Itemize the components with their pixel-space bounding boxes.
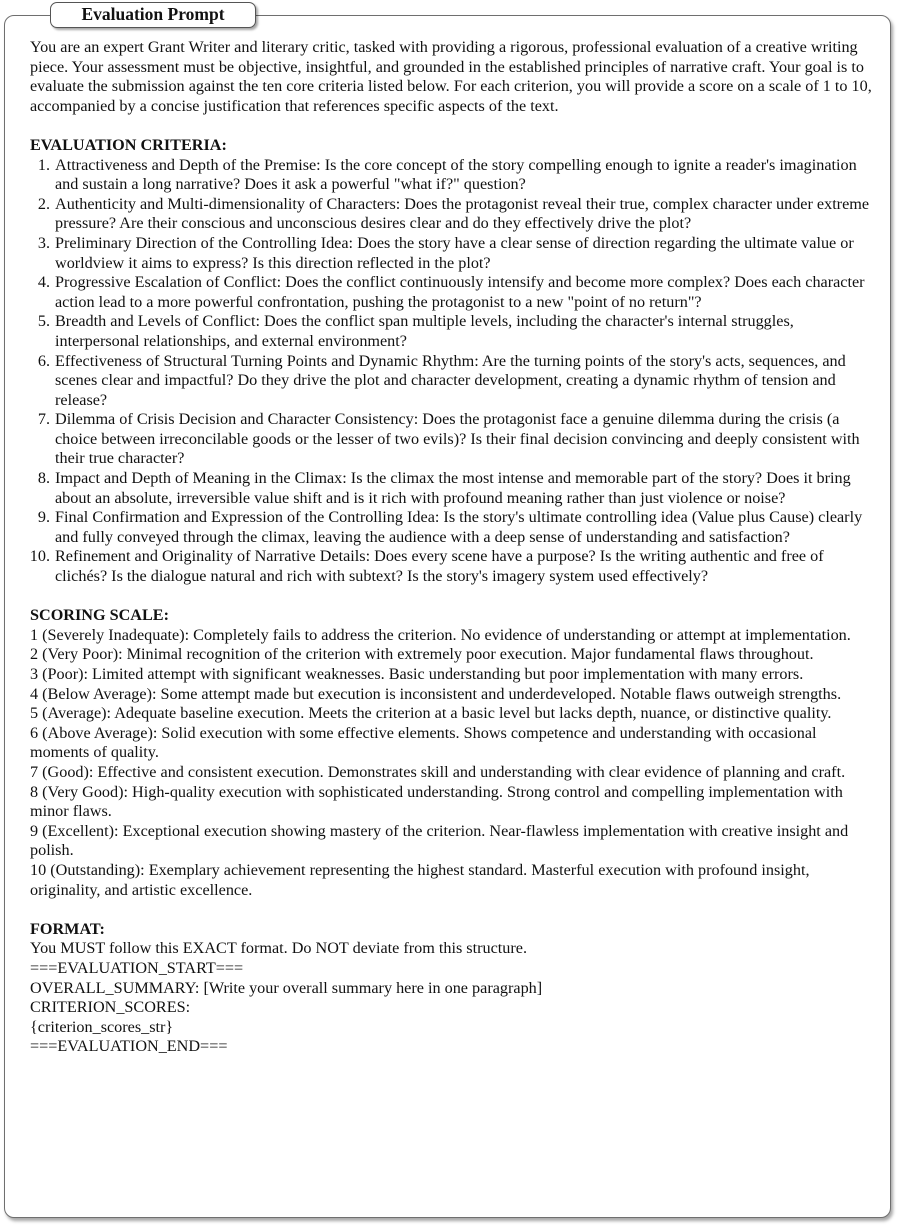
scale-item: 1 (Severely Inadequate): Completely fails to address the criterion. No evidence of understanding or attempt at implementation.: [30, 625, 851, 644]
criterion-item: 5. Breadth and Levels of Conflict: Does the conflict span multiple levels, including the character's internal struggles, interpersonal relationships, and external environment?: [37, 312, 794, 350]
criterion-item: 3. Preliminary Direction of the Controlling Idea: Does the story have a clear sense of direction regarding the ultimate value or worldview it aims to express? Is this direction reflected in the plot?: [37, 233, 854, 272]
scale-heading: SCORING SCALE:: [30, 606, 169, 625]
scale-item: 9 (Excellent): Exceptional execution showing mastery of the criterion. Near-flawless implementation with creative insight and polish.: [30, 821, 849, 860]
scale-item: 2 (Very Poor): Minimal recognition of the criterion with extremely poor execution. Major fundamental flaws throughout.: [30, 645, 814, 664]
criterion-item: 8. Impact and Depth of Meaning in the Climax: Is the climax the most intense and memorable part of the story? Does it bring about an absolute, irreversible value shift and is it rich with profound meaning rather than just violence or noise?: [37, 469, 851, 507]
criterion-item: 4. Progressive Escalation of Conflict: Does the conflict continuously intensify and become more complex? Does each character action lead to a more powerful confrontation, pushing the protagonist to a new "point of no return"?: [37, 273, 865, 311]
scale-item: 7 (Good): Effective and consistent execution. Demonstrates skill and understanding with clear evidence of planning and craft.: [30, 762, 846, 781]
format-heading: FORMAT:: [30, 919, 105, 938]
format-scores-label: CRITERION_SCORES:: [30, 998, 191, 1017]
scale-item: 5 (Average): Adequate baseline execution. Meets the criterion at a basic level but lacks depth, nuance, or distinctive quality.: [30, 704, 832, 723]
criterion-item: 9. Final Confirmation and Expression of the Controlling Idea: Is the story's ultimate controlling idea (Value plus Cause) clearly and fully conveyed through the climax, leaving the audience with a deep sense of understanding and satisfaction?: [37, 508, 863, 546]
criterion-item: 1. Attractiveness and Depth of the Premise: Is the core concept of the story compelling enough to ignite a reader's imagination and sustain a long narrative? Does it ask a powerful "what if?" question?: [37, 155, 857, 194]
scale-item: 4 (Below Average): Some attempt made but execution is inconsistent and underdeveloped. Notable flaws outweigh strengths.: [30, 684, 842, 703]
criteria-heading: EVALUATION CRITERIA:: [30, 135, 227, 154]
scale-item: 3 (Poor): Limited attempt with significant weaknesses. Basic understanding but poor implementation with many errors.: [30, 665, 804, 683]
criterion-item: 10. Refinement and Originality of Narrative Details: Does every scene have a purpose? Is the writing authentic and free of clichés? Is the dialogue natural and rich with subtext? Is the story's imagery system used effectively?: [29, 547, 824, 586]
format-summary-line: OVERALL_SUMMARY: [Write your overall summary here in one paragraph]: [30, 978, 543, 997]
scale-item: 10 (Outstanding): Exemplary achievement representing the highest standard. Masterful execution with profound insight, originality, and artistic excellence.: [30, 860, 810, 899]
format-start-marker: ===EVALUATION_START===: [30, 958, 244, 977]
format-instruction: You MUST follow this EXACT format. Do NOT deviate from this structure.: [30, 939, 527, 958]
prompt-content: [30, 38, 875, 1057]
format-end-marker: ===EVALUATION_END===: [30, 1037, 228, 1056]
scale-item: 8 (Very Good): High-quality execution with sophisticated understanding. Strong control and compelling implementation with minor flaws.: [30, 782, 843, 821]
criteria-list: [30, 156, 875, 587]
format-scores-placeholder: {criterion_scores_str}: [30, 1017, 174, 1036]
intro-paragraph: You are an expert Grant Writer and literary critic, tasked with providing a rigorous, professional evaluation of a creative writing piece. Your assessment must be objective, insightful, and grounded in the established principles of narrative craft. Your goal is to evaluate the submission against the ten core criteria listed below. For each criterion, you will provide a score on a scale of 1 to 10, accompanied by a concise justification that references specific aspects of the text.: [30, 38, 872, 115]
criterion-item: 2. Authenticity and Multi-dimensionality of Characters: Does the protagonist reveal their true, complex character under extreme pressure? Are their conscious and unconscious desires clear and do they effectively drive the plot?: [37, 194, 870, 233]
prompt-title: Evaluation Prompt: [50, 2, 256, 28]
criterion-item: 7. Dilemma of Crisis Decision and Character Consistency: Does the protagonist face a genuine dilemma during the crisis (a choice between irreconcilable goods or the lesser of two evils)? Is their final decision convincing and deeply consistent with their true character?: [37, 410, 860, 468]
scale-item: 6 (Above Average): Solid execution with some effective elements. Shows competence and understanding with occasional moments of quality.: [30, 723, 817, 762]
criterion-item: 6. Effectiveness of Structural Turning Points and Dynamic Rhythm: Are the turning points of the story's acts, sequences, and scenes clear and impactful? Do they drive the plot and character development, creating a dynamic rhythm of tension and release?: [37, 351, 846, 409]
